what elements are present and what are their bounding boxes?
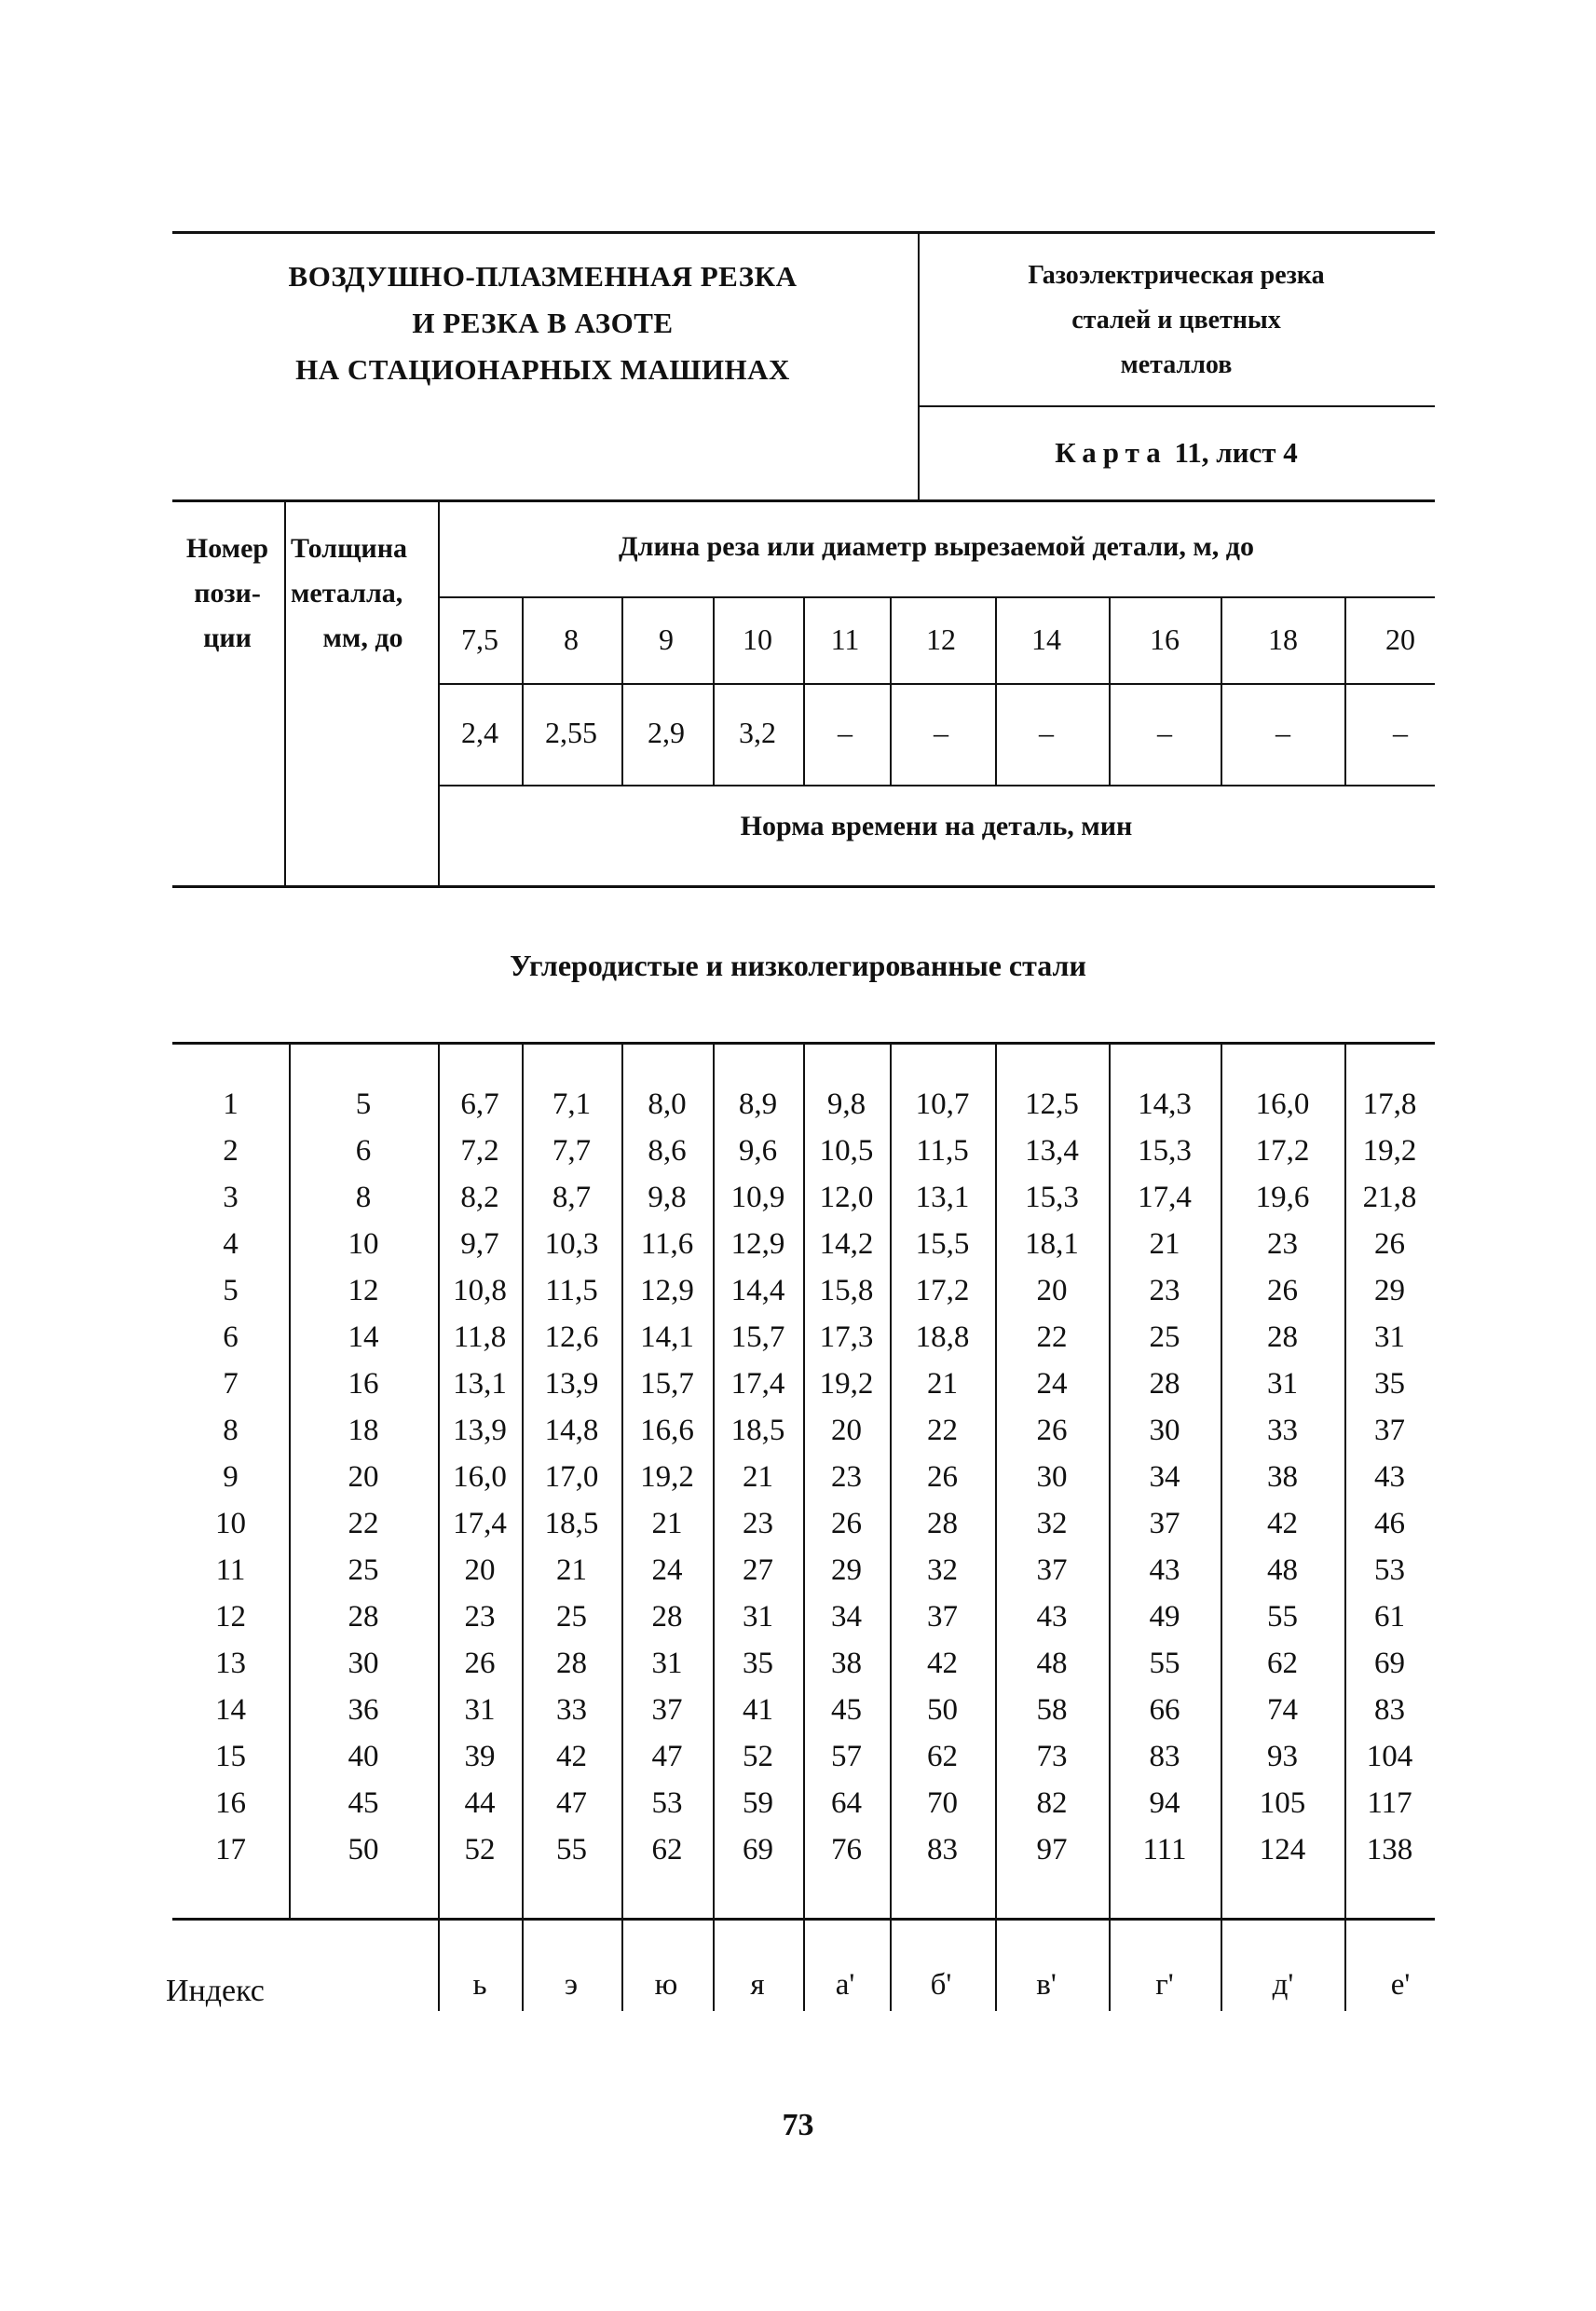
thickness-cell: 25 — [348, 1552, 379, 1587]
time-norm-cell: 12,9 — [640, 1273, 694, 1307]
time-norm-cell: 41 — [743, 1692, 773, 1727]
time-norm-cell: 7,2 — [460, 1133, 499, 1168]
time-norm-cell: 83 — [1374, 1692, 1405, 1727]
time-norm-cell: 83 — [1149, 1739, 1180, 1773]
time-norm-cell: 70 — [927, 1785, 958, 1820]
position-header-line-1: Номер — [185, 533, 269, 564]
time-norm-cell: 13,1 — [453, 1366, 507, 1401]
time-norm-cell: 62 — [651, 1832, 683, 1867]
section-heading-line-2: сталей и цветных — [1071, 306, 1281, 335]
position-cell: 13 — [215, 1646, 246, 1680]
thickness-cell: 6 — [355, 1133, 372, 1168]
thickness-cell: 5 — [355, 1087, 372, 1121]
time-norm-cell: 55 — [1267, 1599, 1298, 1634]
time-norm-cell: 23 — [1267, 1226, 1298, 1261]
time-norm-cell: 31 — [743, 1599, 773, 1634]
thickness-cell: 45 — [348, 1785, 379, 1820]
time-norm-cell: 43 — [1036, 1599, 1068, 1634]
position-cell: 1 — [223, 1087, 239, 1121]
time-norm-cell: 8,6 — [648, 1133, 687, 1168]
table-row — [172, 1826, 1435, 1873]
time-norm-cell: 17,4 — [453, 1506, 507, 1540]
time-norm-cell: 17,0 — [544, 1459, 599, 1494]
time-norm-cell: 23 — [464, 1599, 496, 1634]
time-norm-cell: 42 — [927, 1646, 958, 1680]
table-row — [172, 1733, 1435, 1780]
time-norm-cell: 27 — [743, 1552, 773, 1587]
time-norm-cell: 55 — [556, 1832, 587, 1867]
table-row — [172, 1780, 1435, 1826]
coefficient-cell: – — [934, 716, 948, 749]
time-norm-cell: 37 — [927, 1599, 958, 1634]
time-norm-cell: 11,8 — [453, 1320, 507, 1354]
time-norm-cell: 13,9 — [544, 1366, 599, 1401]
thickness-header-line-1: Толщина — [291, 533, 407, 564]
time-norm-cell: 104 — [1366, 1739, 1413, 1773]
length-cell: 18 — [1268, 622, 1298, 656]
card-reference — [922, 436, 1430, 470]
coefficient-cell: – — [838, 716, 853, 749]
cut-length-header: Длина реза или диаметр вырезаемой детали, м, до — [619, 531, 1254, 562]
time-norm-cell: 14,2 — [819, 1226, 874, 1261]
time-norm-cell: 31 — [464, 1692, 496, 1727]
time-norm-cell: 52 — [743, 1739, 773, 1773]
time-norm-cell: 23 — [1149, 1273, 1180, 1307]
time-norm-cell: 16,6 — [640, 1413, 694, 1447]
time-norm-cell: 7,1 — [552, 1087, 592, 1121]
time-norm-cell: 57 — [831, 1739, 862, 1773]
span-label-rule — [438, 596, 1435, 598]
time-norm-cell: 39 — [464, 1739, 496, 1773]
time-norm-cell: 9,8 — [826, 1087, 866, 1121]
thickness-header-line-3: мм, до — [322, 622, 403, 653]
time-norm-cell: 19,2 — [1362, 1133, 1417, 1168]
coefficient-cell: – — [1039, 716, 1054, 749]
time-norm-cell: 26 — [927, 1459, 958, 1494]
time-norm-cell: 31 — [1267, 1366, 1298, 1401]
time-norm-cell: 38 — [831, 1646, 862, 1680]
time-norm-cell: 22 — [927, 1413, 958, 1447]
header-top-rule — [172, 231, 1435, 234]
section-heading-line-1: Газоэлектрическая резка — [1028, 261, 1325, 290]
time-norm-cell: 11,5 — [916, 1133, 969, 1168]
time-norm-cell: 33 — [1267, 1413, 1298, 1447]
position-header-line-3: ции — [203, 622, 252, 653]
time-norm-cell: 10,8 — [453, 1273, 507, 1307]
coef-row-rule — [438, 785, 1435, 786]
time-norm-cell: 12,0 — [819, 1180, 874, 1214]
time-norm-cell: 12,5 — [1025, 1087, 1079, 1121]
time-norm-cell: 52 — [464, 1832, 496, 1867]
time-norm-cell: 117 — [1367, 1785, 1412, 1820]
table-row — [172, 1081, 1435, 1128]
time-norm-cell: 43 — [1149, 1552, 1180, 1587]
time-norm-cell: 19,6 — [1255, 1180, 1310, 1214]
position-cell: 4 — [223, 1226, 239, 1261]
time-norm-cell: 94 — [1149, 1785, 1180, 1820]
coefficient-cell: 2,4 — [461, 716, 498, 749]
time-norm-cell: 29 — [1374, 1273, 1405, 1307]
time-norm-cell: 34 — [831, 1599, 862, 1634]
table-row — [172, 1454, 1435, 1500]
time-norm-cell: 93 — [1267, 1739, 1298, 1773]
time-norm-cell: 53 — [651, 1785, 683, 1820]
time-norm-cell: 35 — [1374, 1366, 1405, 1401]
time-norm-cell: 11,6 — [640, 1226, 694, 1261]
time-norm-cell: 26 — [1374, 1226, 1405, 1261]
position-cell: 6 — [223, 1320, 239, 1354]
coefficient-cell: 2,55 — [545, 716, 597, 749]
index-cell: б' — [930, 1968, 952, 2002]
index-cell: э — [564, 1968, 579, 2002]
time-norm-cell: 46 — [1374, 1506, 1405, 1540]
time-norm-cell: 30 — [1036, 1459, 1068, 1494]
index-cell: а' — [835, 1968, 855, 2002]
time-norm-cell: 69 — [743, 1832, 773, 1867]
thickness-cell: 12 — [348, 1273, 379, 1307]
time-norm-cell: 14,8 — [544, 1413, 599, 1447]
index-cell: ю — [654, 1968, 678, 2002]
time-norm-cell: 18,5 — [544, 1506, 599, 1540]
section-heading — [922, 253, 1430, 388]
time-norm-cell: 33 — [556, 1692, 587, 1727]
position-cell: 12 — [215, 1599, 246, 1634]
time-norm-cell: 6,7 — [460, 1087, 499, 1121]
card-number: 11, лист 4 — [1174, 436, 1298, 469]
time-norm-cell: 9,8 — [648, 1180, 687, 1214]
time-norm-cell: 19,2 — [819, 1366, 874, 1401]
time-norm-cell: 62 — [1267, 1646, 1298, 1680]
position-cell: 8 — [223, 1413, 239, 1447]
table-row — [172, 1687, 1435, 1733]
time-norm-cell: 26 — [831, 1506, 862, 1540]
thickness-cell: 30 — [348, 1646, 379, 1680]
time-norm-cell: 26 — [1036, 1413, 1068, 1447]
position-cell: 10 — [215, 1506, 246, 1540]
time-norm-cell: 14,3 — [1138, 1087, 1192, 1121]
length-cell: 14 — [1031, 622, 1061, 656]
title-line-1: ВОЗДУШНО-ПЛАЗМЕННАЯ РЕЗКА — [288, 260, 798, 293]
table-row — [172, 1314, 1435, 1361]
time-norm-cell: 11,5 — [545, 1273, 598, 1307]
index-cell: я — [750, 1968, 765, 2002]
time-norm-cell: 76 — [831, 1832, 862, 1867]
document-title — [172, 253, 913, 393]
time-norm-cell: 61 — [1374, 1599, 1405, 1634]
length-row-rule — [438, 683, 1435, 685]
position-cell: 3 — [223, 1180, 239, 1214]
time-norm-table — [172, 1081, 1435, 1873]
right-header-rule — [918, 405, 1435, 407]
time-norm-cell: 21 — [743, 1459, 773, 1494]
time-norm-cell: 21 — [927, 1366, 958, 1401]
time-norm-cell: 10,5 — [819, 1133, 874, 1168]
time-norm-cell: 16,0 — [1255, 1087, 1310, 1121]
length-row — [0, 622, 1596, 669]
time-norm-cell: 28 — [927, 1506, 958, 1540]
position-cell: 16 — [215, 1785, 246, 1820]
table-row — [172, 1640, 1435, 1687]
table-row — [172, 1221, 1435, 1267]
time-norm-cell: 18,1 — [1025, 1226, 1079, 1261]
time-norm-cell: 14,4 — [730, 1273, 785, 1307]
position-cell: 2 — [223, 1133, 239, 1168]
time-norm-cell: 82 — [1036, 1785, 1068, 1820]
table-header-bottom-rule — [172, 885, 1435, 888]
time-norm-cell: 17,8 — [1362, 1087, 1417, 1121]
position-cell: 17 — [215, 1832, 246, 1867]
time-norm-cell: 48 — [1267, 1552, 1298, 1587]
time-norm-cell: 47 — [556, 1785, 587, 1820]
time-norm-cell: 25 — [556, 1599, 587, 1634]
time-norm-cell: 38 — [1267, 1459, 1298, 1494]
time-norm-cell: 28 — [556, 1646, 587, 1680]
time-norm-cell: 48 — [1036, 1646, 1068, 1680]
time-norm-cell: 42 — [1267, 1506, 1298, 1540]
position-cell: 15 — [215, 1739, 246, 1773]
time-norm-cell: 111 — [1142, 1832, 1187, 1867]
length-cell: 20 — [1385, 622, 1415, 656]
thickness-cell: 14 — [348, 1320, 379, 1354]
time-norm-cell: 32 — [1036, 1506, 1068, 1540]
index-cell: в' — [1036, 1968, 1057, 2002]
thickness-cell: 16 — [348, 1366, 379, 1401]
thickness-cell: 10 — [348, 1226, 379, 1261]
time-norm-cell: 13,1 — [915, 1180, 970, 1214]
time-norm-cell: 37 — [651, 1692, 683, 1727]
time-norm-cell: 73 — [1036, 1739, 1068, 1773]
table-row — [172, 1547, 1435, 1593]
time-norm-cell: 15,3 — [1025, 1180, 1079, 1214]
time-norm-cell: 42 — [556, 1739, 587, 1773]
time-norm-cell: 32 — [927, 1552, 958, 1587]
time-norm-cell: 21,8 — [1362, 1180, 1417, 1214]
time-norm-cell: 83 — [927, 1832, 958, 1867]
time-norm-cell: 24 — [651, 1552, 683, 1587]
length-cell: 9 — [659, 622, 674, 656]
time-norm-cell: 69 — [1374, 1646, 1405, 1680]
thickness-cell: 36 — [348, 1692, 379, 1727]
time-norm-cell: 8,7 — [552, 1180, 592, 1214]
time-norm-cell: 21 — [651, 1506, 683, 1540]
thickness-cell: 50 — [348, 1832, 379, 1867]
time-norm-cell: 12,9 — [730, 1226, 785, 1261]
thickness-cell: 20 — [348, 1459, 379, 1494]
time-norm-cell: 28 — [1149, 1366, 1180, 1401]
index-cell: г' — [1155, 1968, 1174, 2002]
time-norm-cell: 53 — [1374, 1552, 1405, 1587]
time-norm-cell: 35 — [743, 1646, 773, 1680]
time-norm-cell: 8,0 — [648, 1087, 687, 1121]
time-norm-cell: 74 — [1267, 1692, 1298, 1727]
time-norm-header: Норма времени на деталь, мин — [740, 811, 1133, 841]
time-norm-cell: 15,7 — [730, 1320, 785, 1354]
title-line-2: И РЕЗКА В АЗОТЕ — [412, 307, 674, 339]
time-norm-cell: 43 — [1374, 1459, 1405, 1494]
time-norm-cell: 37 — [1036, 1552, 1068, 1587]
table-row — [172, 1128, 1435, 1174]
time-norm-cell: 9,7 — [460, 1226, 499, 1261]
time-norm-cell: 30 — [1149, 1413, 1180, 1447]
time-norm-cell: 18,5 — [730, 1413, 785, 1447]
time-norm-cell: 50 — [927, 1692, 958, 1727]
table-row — [172, 1500, 1435, 1547]
time-norm-cell: 105 — [1259, 1785, 1306, 1820]
position-cell: 14 — [215, 1692, 246, 1727]
length-cell: 7,5 — [461, 622, 498, 656]
time-norm-cell: 8,9 — [738, 1087, 778, 1121]
index-cell: ь — [472, 1968, 487, 2002]
steel-type-heading: Углеродистые и низколегированные стали — [510, 949, 1086, 982]
section-heading-line-3: металлов — [1120, 350, 1233, 379]
data-bottom-rule — [172, 1918, 1435, 1921]
title-line-3: НА СТАЦИОНАРНЫХ МАШИНАХ — [295, 353, 790, 386]
time-norm-cell: 37 — [1374, 1413, 1405, 1447]
thickness-cell: 22 — [348, 1506, 379, 1540]
position-cell: 11 — [215, 1552, 246, 1587]
time-norm-cell: 55 — [1149, 1646, 1180, 1680]
time-norm-cell: 26 — [464, 1646, 496, 1680]
position-cell: 9 — [223, 1459, 239, 1494]
time-norm-cell: 66 — [1149, 1692, 1180, 1727]
coefficient-cell: – — [1275, 716, 1290, 749]
time-norm-cell: 17,2 — [1255, 1133, 1310, 1168]
time-norm-cell: 10,7 — [915, 1087, 970, 1121]
time-norm-cell: 9,6 — [738, 1133, 778, 1168]
length-cell: 16 — [1150, 622, 1180, 656]
coefficient-cell: – — [1393, 716, 1408, 749]
table-row — [172, 1593, 1435, 1640]
time-norm-cell: 15,8 — [819, 1273, 874, 1307]
table-row — [172, 1361, 1435, 1407]
position-cell: 5 — [223, 1273, 239, 1307]
time-norm-cell: 19,2 — [640, 1459, 694, 1494]
table-row — [172, 1267, 1435, 1314]
table-row — [172, 1407, 1435, 1454]
time-norm-cell: 22 — [1036, 1320, 1068, 1354]
time-norm-cell: 23 — [743, 1506, 773, 1540]
time-norm-cell: 124 — [1259, 1832, 1306, 1867]
time-norm-cell: 10,9 — [730, 1180, 785, 1214]
time-norm-cell: 17,4 — [730, 1366, 785, 1401]
thickness-header-line-2: металла, — [291, 578, 403, 609]
time-norm-cell: 13,9 — [453, 1413, 507, 1447]
card-word: Карта — [1055, 436, 1167, 469]
time-norm-cell: 25 — [1149, 1320, 1180, 1354]
length-cell: 10 — [743, 622, 772, 656]
time-norm-cell: 20 — [464, 1552, 496, 1587]
time-norm-cell: 138 — [1366, 1832, 1413, 1867]
time-norm-cell: 15,5 — [915, 1226, 970, 1261]
time-norm-cell: 34 — [1149, 1459, 1180, 1494]
coefficient-cell: 3,2 — [739, 716, 776, 749]
coefficient-cell: 2,9 — [648, 716, 685, 749]
time-norm-cell: 17,4 — [1138, 1180, 1192, 1214]
table-row — [172, 1174, 1435, 1221]
time-norm-cell: 10,3 — [544, 1226, 599, 1261]
time-norm-cell: 62 — [927, 1739, 958, 1773]
thickness-cell: 8 — [355, 1180, 372, 1214]
time-norm-cell: 16,0 — [453, 1459, 507, 1494]
length-cell: 12 — [926, 622, 956, 656]
time-norm-cell: 18,8 — [915, 1320, 970, 1354]
position-cell: 7 — [223, 1366, 239, 1401]
time-norm-cell: 64 — [831, 1785, 862, 1820]
header-divider — [918, 231, 920, 501]
time-norm-cell: 14,1 — [640, 1320, 694, 1354]
table-body — [172, 1081, 1435, 1873]
time-norm-cell: 58 — [1036, 1692, 1068, 1727]
time-norm-cell: 31 — [1374, 1320, 1405, 1354]
time-norm-cell: 20 — [831, 1413, 862, 1447]
coefficient-cell: – — [1157, 716, 1172, 749]
time-norm-cell: 37 — [1149, 1506, 1180, 1540]
thickness-cell: 18 — [348, 1413, 379, 1447]
index-cell: д' — [1272, 1968, 1294, 2002]
length-cell: 11 — [830, 622, 860, 656]
time-norm-cell: 28 — [651, 1599, 683, 1634]
index-label: Индекс — [166, 1974, 265, 2008]
time-norm-cell: 45 — [831, 1692, 862, 1727]
time-norm-cell: 28 — [1267, 1320, 1298, 1354]
thickness-cell: 28 — [348, 1599, 379, 1634]
time-norm-cell: 21 — [1149, 1226, 1180, 1261]
time-norm-cell: 12,6 — [544, 1320, 599, 1354]
table-header-top-rule — [172, 499, 1435, 502]
time-norm-cell: 49 — [1149, 1599, 1180, 1634]
time-norm-cell: 29 — [831, 1552, 862, 1587]
page-number: 73 — [782, 2108, 814, 2142]
time-norm-cell: 17,3 — [819, 1320, 874, 1354]
time-norm-cell: 15,7 — [640, 1366, 694, 1401]
time-norm-cell: 21 — [556, 1552, 587, 1587]
time-norm-cell: 7,7 — [552, 1133, 592, 1168]
length-cell: 8 — [564, 622, 579, 656]
time-norm-cell: 8,2 — [460, 1180, 499, 1214]
time-norm-cell: 20 — [1036, 1273, 1068, 1307]
pos-thick-divider — [284, 499, 286, 886]
time-norm-cell: 26 — [1267, 1273, 1298, 1307]
time-norm-cell: 59 — [743, 1785, 773, 1820]
thickness-cell: 40 — [348, 1739, 379, 1773]
time-norm-cell: 23 — [831, 1459, 862, 1494]
time-norm-cell: 44 — [464, 1785, 496, 1820]
time-norm-cell: 31 — [651, 1646, 683, 1680]
coefficient-row — [0, 716, 1596, 762]
time-norm-cell: 17,2 — [915, 1273, 970, 1307]
time-norm-cell: 24 — [1036, 1366, 1068, 1401]
time-norm-cell: 15,3 — [1138, 1133, 1192, 1168]
time-norm-cell: 47 — [651, 1739, 683, 1773]
position-header-line-2: пози- — [194, 578, 261, 609]
index-cell: е' — [1390, 1968, 1411, 2002]
time-norm-cell: 13,4 — [1025, 1133, 1079, 1168]
time-norm-cell: 97 — [1036, 1832, 1068, 1867]
